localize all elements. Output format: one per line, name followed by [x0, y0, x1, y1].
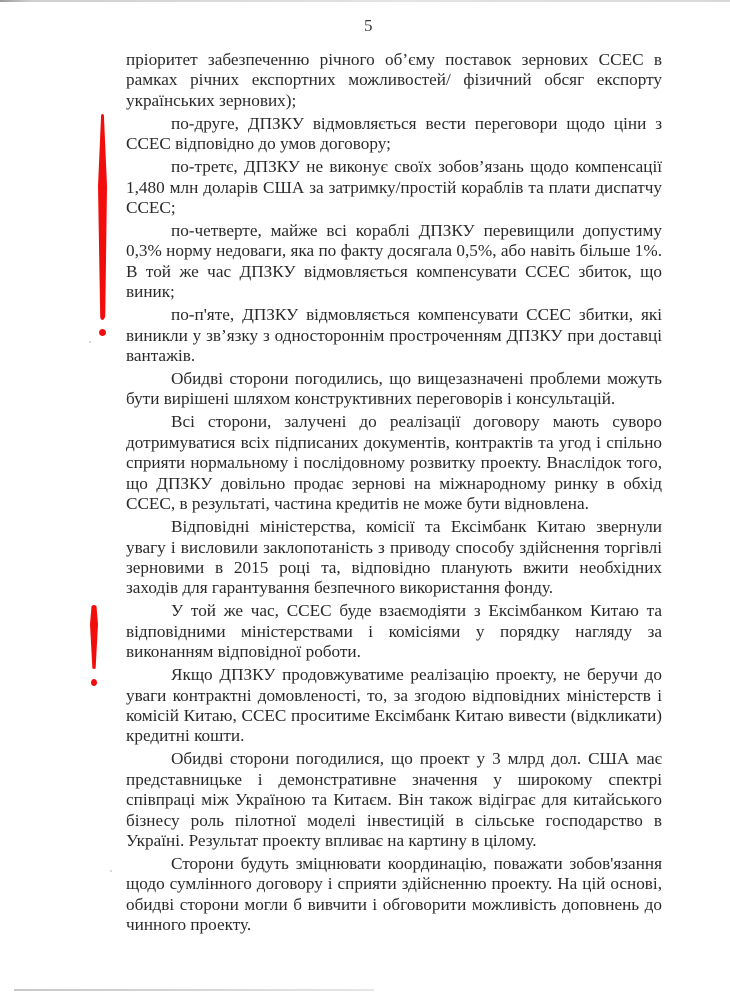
document-body [126, 50, 662, 938]
paragraph-coordination: Сторони будуть зміцнювати координацію, поважати зобов'язання щодо сумлінного договору і сприяти здійсненню проекту. На цій основі, обидві сторони могли б вивчити і обговорити можливість доповнень до чинного проекту. [126, 853, 662, 935]
paragraph-project-significance: Обидві сторони погодилися, що проект у 3 млрд дол. США має представницьке і демонстративне значення у широкому спектрі співпраці між Україною та Китаєм. Він також відіграє для китайського бізнесу роль пілотної моделі інвестицій в сільське господарство в Україні. Результат проекту впливає на картину в цілому. [126, 749, 662, 850]
exclamation-stroke [98, 114, 107, 320]
paragraph-fourth-issue: по-четверте, майже всі кораблі ДПЗКУ перевищили допустиму 0,3% норму недоваги, яка по факту досягала 0,5%, або навіть більше 1%. В той же час ДПЗКУ відмовляється компенсувати CCEC збиток, що виник; [126, 221, 662, 302]
red-exclamation-mark-icon [89, 605, 101, 691]
paragraph-third-issue: по-третє, ДПЗКУ не виконує своїх зобов’язань щодо компенсації 1,480 млн доларів США за затримку/простій кораблів та плати диспатчу CCEC; [126, 157, 662, 218]
paragraph-second-issue: по-друге, ДПЗКУ відмовляється вести переговори щодо ціни з CCEC відповідно до умов договору; [126, 113, 662, 154]
red-exclamation-mark-icon [97, 114, 109, 340]
scan-bottom-edge [14, 989, 374, 991]
exclamation-dot [91, 679, 97, 686]
scan-speck [89, 341, 91, 343]
scan-top-edge [0, 0, 730, 2]
paragraph-credit-withdrawal: Якщо ДПЗКУ продовжуватиме реалізацію проекту, не беручи до уваги контрактні домовленості, то, за згодою відповідних міністерств і комісій Китаю, CCEC проситиме Ексімбанк Китаю вивести (відкликати) кредитні кошти. [126, 665, 662, 746]
scan-speck [110, 870, 112, 872]
paragraph-ccec-interaction: У той же час, CCEC буде взаємодіяти з Ексімбанком Китаю та відповідними міністерствами і комісіями у порядку нагляду за виконанням відповідної роботи. [126, 601, 662, 662]
paragraph-compliance: Всі сторони, залучені до реалізації договору мають суворо дотримуватися всіх підписаних документів, контрактів та угод і спільно сприяти нормальному і послідовному розвитку проекту. Внаслідок того, що ДПЗКУ довільно продає зернові на міжнародному ринку в обхід CCEC, в результаті, частина кредитів не може бути відновлена. [126, 412, 662, 514]
paragraph-agreement-negotiations: Обидві сторони погодились, що вищезазначені проблеми можуть бути вирішені шляхом конструктивних переговорів і консультацій. [126, 369, 662, 409]
exclamation-dot [99, 329, 106, 336]
paragraph-ministries-concern: Відповідні міністерства, комісії та Ексімбанк Китаю звернули увагу і висловили заклопотаність з приводу способу здійснення торгівлі зерновими в 2015 році та, відповідно планують вжити необхідних заходів для гарантування безпечного використання фонду. [126, 517, 662, 598]
paragraph-priority-continuation: пріоритет забезпеченню річного об’єму поставок зернових CCEC в рамках річних експортних можливостей/ фізичний обсяг експорту українських зернових); [126, 50, 662, 110]
page-number: 5 [364, 16, 373, 35]
paragraph-fifth-issue: по-п'яте, ДПЗКУ відмовляється компенсувати CCEC збитки, які виникли у зв’язку з одностороннім простроченням ДПЗКУ при доставці вантажів. [126, 305, 662, 366]
exclamation-stroke [90, 605, 98, 669]
